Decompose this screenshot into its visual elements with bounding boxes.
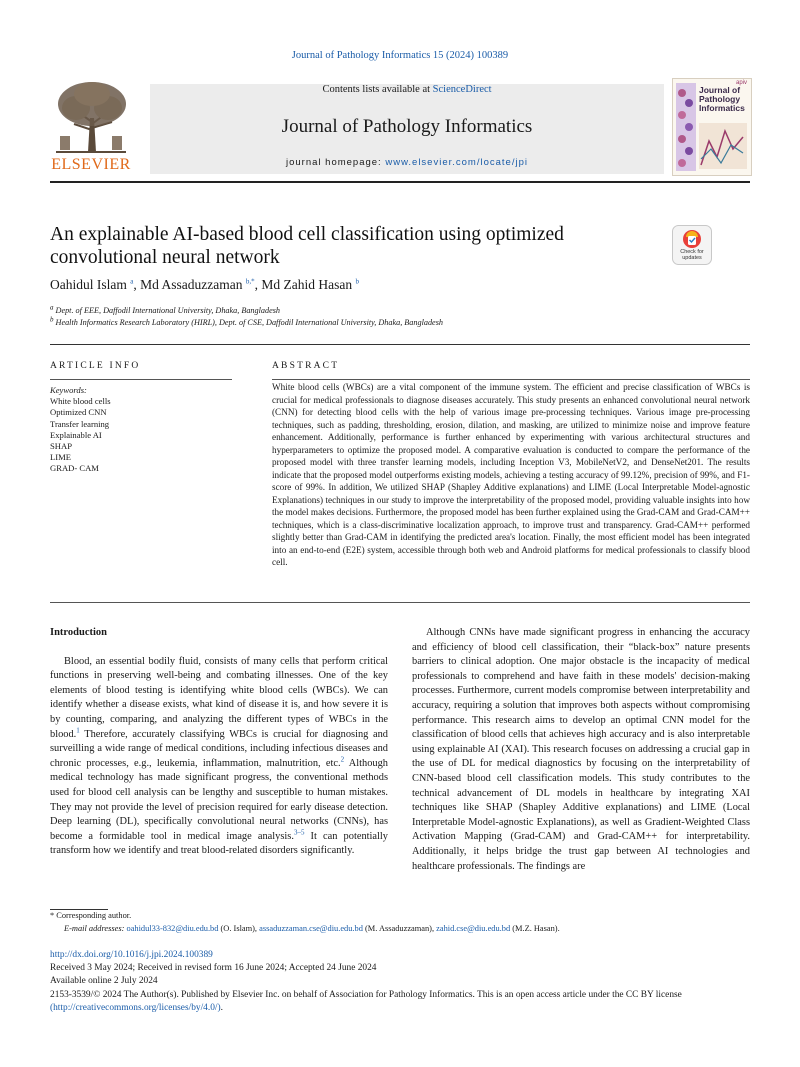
journal-title: Journal of Pathology Informatics xyxy=(281,116,533,137)
check-for-updates-badge[interactable] xyxy=(672,225,712,265)
citation-link[interactable]: 1 xyxy=(76,726,80,735)
article-title: An explainable AI-based blood cell classification using optimized convolutional neural network xyxy=(50,224,564,268)
sciencedirect-link[interactable]: ScienceDirect xyxy=(432,84,492,95)
author-separator: , xyxy=(133,277,141,292)
email-link[interactable]: assaduzzaman.cse@diu.edu.bd xyxy=(259,924,363,933)
elsevier-wordmark: ELSEVIER xyxy=(51,156,131,173)
affiliation-marker: b xyxy=(50,315,54,324)
check-for-updates-label: Check for updates xyxy=(680,249,704,261)
cover-tag: apiv xyxy=(735,80,747,86)
body-paragraph: Although CNNs have made significant progress in enhancing the accuracy and efficiency of blood cell classification, their “black-box” nature presents barriers to clinical adoption. One major obstacle is the incapacity of medical professionals to comprehend and have faith in these models' decision-making processes. Furthermore, current models compromise between interpretability and accuracy, requiring a solution that improves both aspects without compromising performance. This research aims to develop an optimal CNN model for the classification of blood cells that achieves high accuracy and is also interpretable using explainable AI (XAI). This research focuses on addressing a crucial gap in the use of DL for medical diagnostics by focusing on the interpretability of CNN-based blood cell classification models. This study contributes to the technical advancement of DL models in healthcare by integrating XAI techniques like SHAP (Shapley Additive explanations) and LIME (Local Interpretable Model-agnostic Explanations), as well as Gradient-Weighted Class Activation Mapping (Grad-CAM) and Grad-CAM++ for interpretability. Additionally, it helps bridge the trust gap between AI technologies and healthcare professionals. The findings are xyxy=(412,627,750,872)
keyword: White blood cells xyxy=(50,396,111,407)
body-column-right xyxy=(412,626,750,874)
license-end: . xyxy=(220,1003,223,1013)
received-dates: Received 3 May 2024; Received in revised form 16 June 2024; Accepted 24 June 2024 xyxy=(50,963,377,973)
author-name[interactable]: Md Assaduzzaman xyxy=(140,277,243,292)
footnote-divider xyxy=(50,909,108,910)
keyword: Explainable AI xyxy=(50,429,102,440)
email-owner: (M.Z. Hasan). xyxy=(510,924,560,933)
abstract-text: White blood cells (WBCs) are a vital component of the immune system. The efficient and precise classification of WBCs is crucial for medical professionals to diagnose diseases accurately. This study presents an enhanced convolutional neural network (CNN) for detecting blood cells with the help of various image pre-processing techniques. Various image pre-processing techniques, such as padding, thresholding, erosion, dilation, and masking, are utilized to minimize noise and improve feature enhancement. Additionally, performance is further enhanced by experimenting with various architectural structures and hyperparameters to optimize the proposed model. A comparative evaluation is conducted to compare the performance of the proposed model with three transfer learning models, including Inception V3, MobileNetV2, and DenseNet201. The results indicate that the proposed model outperforms existing models, achieving a testing accuracy of 99.12%, precision of 99%, and F1-score of 99%. In addition, We utilized SHAP (Shapley Additive explanations) and LIME (Local Interpretable Model-agnostic Explanations) techniques in our study to improve the interpretability of the proposed model, providing valuable insights into how the model makes decisions. Furthermore, the proposed model has been further explained using the Grad-CAM and Grad-CAM++ techniques, which is a class-discriminative localization approach, to improve trust and transparency. Grad-CAM++ performed slightly better than Grad-CAM in identifying the predicted area's location. Finally, the most efficient model has been integrated into an end-to-end (E2E) system, accessible through both web and Android platforms for medical professionals to classify blood cell. xyxy=(272,382,750,567)
elsevier-logo[interactable] xyxy=(50,78,132,174)
license-text: 2153-3539/© 2024 The Author(s). Published by Elsevier Inc. on behalf of Association for Pathology Informatics. This is an open access article under the CC BY license xyxy=(50,990,682,1000)
author-name[interactable]: Oahidul Islam xyxy=(50,277,127,292)
homepage-link[interactable]: www.elsevier.com/locate/jpi xyxy=(385,157,528,168)
email-owner: (O. Islam), xyxy=(218,924,260,933)
author-affiliation-marker[interactable]: a xyxy=(130,277,134,286)
email-owner: (M. Assaduzzaman), xyxy=(362,924,437,933)
section-heading-introduction: Introduction xyxy=(50,627,107,638)
abstract-bottom-divider xyxy=(50,602,750,603)
citation-link[interactable]: 3–5 xyxy=(293,828,305,837)
affiliation-text: Dept. of EEE, Daffodil International University, Dhaka, Bangladesh xyxy=(55,306,280,315)
paragraph-text: Although medical technology has made significant progress, the conventional methods used for blood cell analysis can be lengthy and susceptible to human mistakes. They may not provide the level of precision required for early disease detection. Deep learning (DL), specifically convolutional neural networks (CNNs), has become a formidable tool in medical image analysis. xyxy=(50,757,389,842)
header-divider xyxy=(50,181,750,183)
keyword: GRAD- CAM xyxy=(50,463,99,474)
paragraph-text: It can potentially transform how we identify and treat blood-related disorders significantly. xyxy=(50,830,388,857)
affiliation-marker: a xyxy=(50,303,54,312)
affiliation xyxy=(50,303,750,315)
cover-title: Journal of Pathology Informatics xyxy=(699,85,745,113)
keyword: Transfer learning xyxy=(50,418,110,429)
keywords-block xyxy=(50,385,232,475)
keyword: LIME xyxy=(50,452,72,463)
corresponding-author-note: * Corresponding author. xyxy=(50,911,132,920)
license-link[interactable]: (http://creativecommons.org/licenses/by/4.0/) xyxy=(50,1003,221,1013)
article-info-heading: ARTICLE INFO xyxy=(50,361,141,371)
available-online-date: Available online 2 July 2024 xyxy=(50,976,158,986)
tree-icon xyxy=(50,78,132,154)
license-statement xyxy=(50,989,752,1015)
doi-link[interactable]: http://dx.doi.org/10.1016/j.jpi.2024.100389 xyxy=(50,950,213,960)
body-column-left xyxy=(50,626,388,859)
paragraph-text: Blood, an essential bodily fluid, consists of many cells that perform critical functions in preserving well-being and combating illnesses. One of the key elements of blood testing is identifying white blood cells (WBCs). We can identify whether a disease exists, what kind of disease it is, and how severe it is by counting, comparing, and analyzing the different types of WBCs in the blood. xyxy=(50,655,388,740)
email-link[interactable]: oahidul33-832@diu.edu.bd xyxy=(126,924,219,933)
homepage-prefix: journal homepage: xyxy=(286,157,386,168)
author-affiliation-marker[interactable]: b,* xyxy=(245,277,255,286)
citation-link[interactable]: 2 xyxy=(340,755,345,764)
contents-line xyxy=(150,84,664,95)
contents-prefix: Contents lists available at xyxy=(322,84,433,95)
affiliation-divider xyxy=(50,344,750,345)
email-link[interactable]: zahid.cse@diu.edu.bd xyxy=(436,924,511,933)
affiliation-text: Health Informatics Research Laboratory (HIRL), Dept. of CSE, Daffodil International University, Dhaka, Bangladesh xyxy=(55,318,443,327)
author-list xyxy=(50,277,650,293)
keywords-label: Keywords: xyxy=(50,385,87,395)
abstract-heading: ABSTRACT xyxy=(272,361,340,371)
author-affiliation-marker[interactable]: b xyxy=(355,277,359,286)
article-info-divider xyxy=(50,379,232,380)
journal-reference[interactable]: Journal of Pathology Informatics 15 (2024) 100389 xyxy=(291,50,509,61)
abstract-divider xyxy=(272,379,750,380)
email-addresses xyxy=(64,924,754,933)
journal-homepage xyxy=(150,157,664,168)
email-label: E-mail addresses: xyxy=(64,924,127,933)
body-paragraph xyxy=(50,655,388,859)
author-name[interactable]: Md Zahid Hasan xyxy=(261,277,353,292)
affiliation xyxy=(50,315,750,327)
keyword: Optimized CNN xyxy=(50,407,107,418)
keyword: SHAP xyxy=(50,441,72,452)
journal-cover-thumbnail[interactable] xyxy=(672,78,752,176)
author-separator: , xyxy=(254,277,262,292)
paragraph-text: Therefore, accurately classifying WBCs is crucial for diagnosing and surveilling a wide range of medical conditions, including infectious diseases and chronic processes, e.g., leukemia, inflammation, malnutrition, etc. xyxy=(50,728,388,769)
